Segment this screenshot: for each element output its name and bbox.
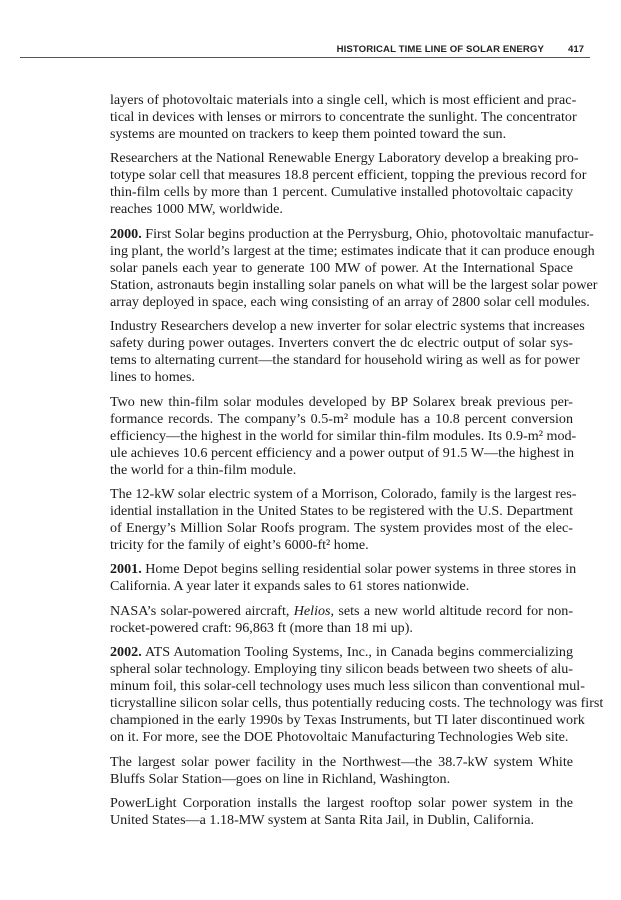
- text-line: layers of photovoltaic materials into a single cell, which is most efficient and prac-: [110, 92, 577, 108]
- text-segment: ATS Automation Tooling Systems, Inc., in Canada begins commercializing: [141, 644, 573, 661]
- text-segment: , sets a new world altitude record for non-: [330, 602, 574, 619]
- running-head: [20, 44, 590, 58]
- paragraph: [110, 795, 573, 829]
- text-line: [110, 561, 577, 578]
- text-line: tems to alternating current—the standard for household wiring as well as for power: [110, 352, 580, 369]
- paragraph: [110, 754, 573, 788]
- text-line: [110, 644, 573, 661]
- text-line: ticrystalline silicon solar cells, thus potentially reducing costs. The technology was first: [110, 695, 604, 712]
- text-line: on it. For more, see the DOE Photovoltaic Manufacturing Technologies Web site.: [110, 729, 569, 746]
- text-line: [110, 603, 573, 620]
- text-line: lines to homes.: [110, 369, 195, 386]
- text-segment: NASA’s solar-powered aircraft,: [110, 602, 294, 619]
- text-line: The largest solar power facility in the Northwest—the 38.7-kW system White: [110, 753, 573, 770]
- text-line: ing plant, the world’s largest at the time; estimates indicate that it can produce enough: [110, 242, 595, 259]
- text-line: systems are mounted on trackers to keep them pointed toward the sun.: [110, 126, 507, 142]
- text-line: idential installation in the United States to be registered with the U.S. Department: [110, 502, 573, 519]
- text-line: spheral solar technology. Employing tiny silicon beads between two sheets of alu-: [110, 661, 573, 678]
- body-text: [110, 92, 604, 836]
- text-line: California. A year later it expands sales to 61 stores nationwide.: [110, 578, 470, 595]
- text-segment: Home Depot begins selling residential solar power systems in three stores in: [141, 561, 577, 578]
- paragraph: [110, 603, 573, 637]
- text-line: minum foil, this solar-cell technology uses much less silicon than conventional mul-: [110, 678, 585, 695]
- text-line: ule achieves 10.6 percent efficiency and a power output of 91.5 W—the highest in: [110, 444, 575, 461]
- entry-year: 2001.: [110, 561, 142, 578]
- paragraph: [110, 485, 577, 554]
- text-line: Two new thin-film solar modules developed by BP Solarex break previous per-: [110, 393, 573, 410]
- paragraph: [110, 225, 598, 311]
- text-line: array deployed in space, each wing consisting of an array of 2800 solar cell modules.: [110, 293, 590, 310]
- paragraph: [110, 318, 585, 386]
- text-segment: First Solar begins production at the Perrysburg, Ohio, photovoltaic manufactur-: [141, 225, 594, 242]
- text-line: of Energy’s Million Solar Roofs program. The system provides most of the elec-: [110, 519, 573, 536]
- page-number: 417: [567, 44, 584, 55]
- paragraph: [110, 561, 577, 595]
- text-line: Bluffs Solar Station—goes on line in Richland, Washington.: [110, 770, 451, 787]
- italic-name: Helios: [293, 602, 331, 619]
- text-line: tricity for the family of eight’s 6000-ft² home.: [110, 536, 369, 553]
- text-line: Researchers at the National Renewable Energy Laboratory develop a breaking pro-: [110, 150, 579, 167]
- paragraph: [110, 393, 577, 479]
- text-line: rocket-powered craft: 96,863 ft (more than 18 mi up).: [110, 619, 413, 636]
- text-line: tical in devices with lenses or mirrors to concentrate the sunlight. The concentrator: [110, 109, 577, 125]
- text-line: Station, astronauts begin installing solar panels on what will be the largest solar power: [110, 276, 598, 293]
- text-line: [110, 225, 594, 243]
- text-line: thin-film cells by more than 1 percent. Cumulative installed photovoltaic capacity: [110, 184, 573, 201]
- text-line: efficiency—the highest in the world for similar thin-film modules. Its 0.9-m² mod-: [110, 427, 577, 444]
- entry-year: 2000.: [110, 225, 142, 242]
- text-line: The 12-kW solar electric system of a Morrison, Colorado, family is the largest res-: [110, 485, 577, 502]
- text-line: PowerLight Corporation installs the largest rooftop solar power system in the: [110, 794, 573, 811]
- text-line: reaches 1000 MW, worldwide.: [110, 201, 283, 218]
- text-line: United States—a 1.18-MW system at Santa Rita Jail, in Dublin, California.: [110, 811, 535, 828]
- paragraph: [110, 150, 587, 218]
- text-line: championed in the early 1990s by Texas Instruments, but TI later discontinued work: [110, 712, 585, 729]
- text-line: safety during power outages. Inverters convert the dc electric output of solar sys-: [110, 335, 573, 352]
- entry-year: 2002.: [110, 644, 142, 661]
- paragraph: [110, 92, 577, 143]
- paragraph: [110, 644, 604, 746]
- text-line: totype solar cell that measures 18.8 percent efficient, topping the previous record for: [110, 167, 587, 184]
- text-line: formance records. The company’s 0.5-m² module has a 10.8 percent conversion: [110, 410, 573, 427]
- running-head-title: HISTORICAL TIME LINE OF SOLAR ENERGY: [336, 44, 544, 55]
- text-line: Industry Researchers develop a new inverter for solar electric systems that increases: [110, 318, 585, 335]
- text-line: solar panels each year to generate 100 MW of power. At the International Space: [110, 259, 573, 276]
- text-line: the world for a thin-film module.: [110, 461, 297, 478]
